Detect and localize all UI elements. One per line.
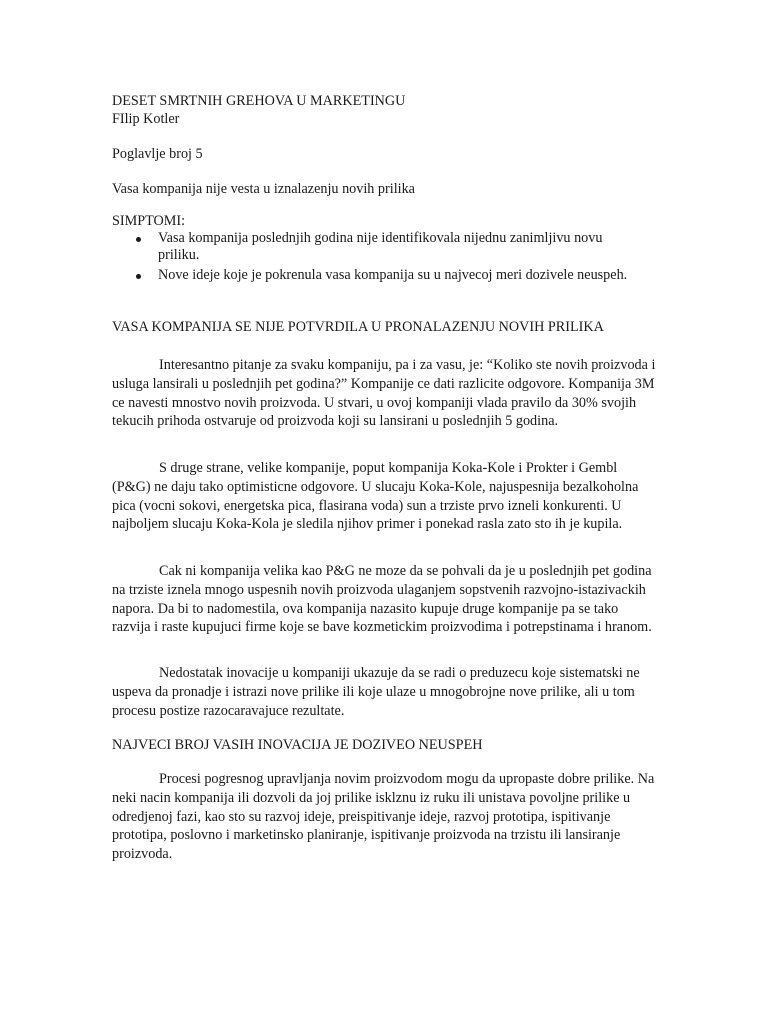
symptom-text: Nove ideje koje je pokrenula vasa kompanija su u najvecoj meri dozivele neuspeh. — [158, 266, 628, 283]
symptoms-list — [112, 230, 658, 286]
paragraph: S druge strane, velike kompanije, poput kompanija Koka-Kole i Prokter i Gembl (P&G) ne daju tako optimisticne odgovore. U slucaju Koka-Kole, najuspesnija bezalkoholna pica (vocni sokovi, energetska pica, flasirana voda) sun a trziste prvo izneli konkurenti. U najboljem slucaju Koka-Kola je sledila njihov primer i ponekad rasla zato sto ih je kupila. — [112, 460, 639, 533]
chapter-label: Poglavlje broj 5 — [112, 146, 203, 162]
symptom-item — [112, 230, 628, 265]
paragraph: Procesi pogresnog upravljanja novim proizvodom mogu da upropaste dobre prilike. Na neki nacin kompanija ili dozvoli da joj prilike isklznu iz ruku ili unistava povoljne prilike u odredjenoj fazi, kao sto su razvoj ideje, preispitivanje ideje, razvoj prototipa, ispitivanje prototipa, poslovno i marketinsko planiranje, ispitivanje proizvoda na trzistu ili lansiranje proizvoda. — [112, 771, 655, 863]
bullet-icon — [136, 274, 141, 279]
symptom-text: Vasa kompanija poslednjih godina nije identifikovala nijednu zanimljivu novu priliku. — [158, 230, 603, 264]
document-author: FIlip Kotler — [112, 111, 180, 127]
paragraph: Interesantno pitanje za svaku kompaniju, pa i za vasu, je: “Koliko ste novih proizvoda i usluga lansirali u poslednjih pet godina?” Kompanije ce dati razlicite odgovore. Kompanija 3M ce navesti mnostvo novih proizvoda. U stvari, u ovoj kompaniji vlada pravilo da 30% svojih tekucih prihoda ostvaruje od proizvoda koji su lansirani u poslednjih 5 godina. — [112, 357, 656, 430]
bullet-icon — [136, 237, 141, 242]
symptom-item — [112, 267, 628, 284]
section-heading-2: NAJVECI BROJ VASIH INOVACIJA JE DOZIVEO NEUSPEH — [112, 737, 483, 753]
symptoms-heading: SIMPTOMI: — [112, 213, 186, 229]
section-heading-1: VASA KOMPANIJA SE NIJE POTVRDILA U PRONALAZENJU NOVIH PRILIKA — [112, 319, 604, 335]
document-title: DESET SMRTNIH GREHOVA U MARKETINGU — [112, 93, 406, 109]
chapter-subtitle: Vasa kompanija nije vesta u iznalazenju novih prilika — [112, 181, 415, 197]
paragraph: Nedostatak inovacije u kompaniji ukazuje da se radi o preduzecu koje sistematski ne uspeva da pronadje i istrazi nove prilike ili koje ulaze u mnogobrojne nove prilike, ali u tom procesu postize razocaravajuce rezultate. — [112, 665, 640, 719]
paragraph: Cak ni kompanija velika kao P&G ne moze da se pohvali da je u poslednjih pet godina na trziste iznela mnogo uspesnih novih proizvoda ulaganjem sopstvenih razvojno-istazivackih napora. Da bi to nadomestila, ova kompanija nazasito kupuje druge kompanije pa se tako razvija i raste kupujuci firme koje se bave kozmetickim proizvodima i potrepstinama i hranom. — [112, 563, 652, 636]
